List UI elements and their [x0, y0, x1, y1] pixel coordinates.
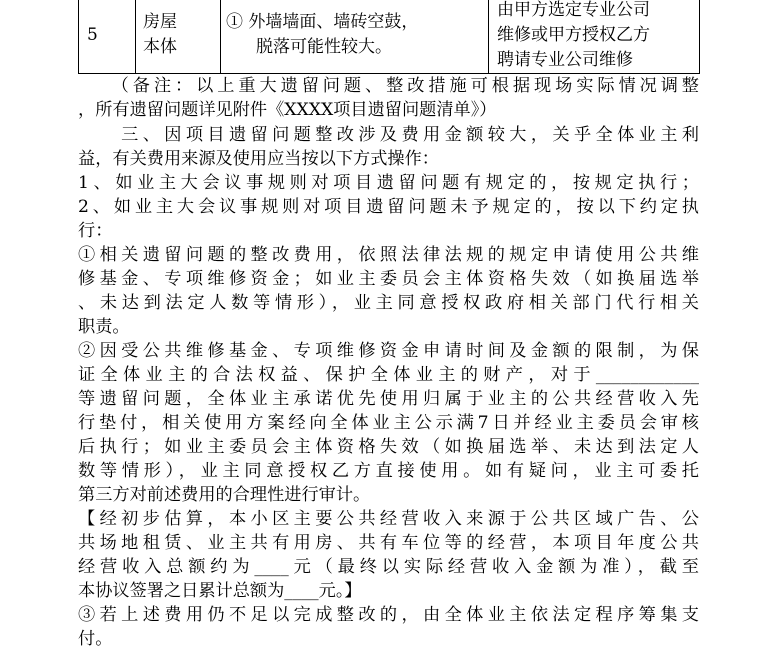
row-description-line: ① 外墙墙面、墙砖空鼓， [226, 12, 419, 32]
row-description-line: 脱落可能性较大。 [256, 37, 392, 57]
row-plan-line: 维修或甲方授权乙方 [497, 24, 650, 45]
row-number: 5 [87, 24, 98, 45]
row-item-line: 房屋 [143, 12, 177, 32]
row-plan-cell [489, 0, 700, 74]
legacy-issues-table [78, 0, 700, 74]
text-line: 付。 [78, 629, 113, 649]
text-line: 经营收入总额约为____元（最终以实际经营收入金额为准），截至 [78, 557, 699, 577]
text-line: 1、如业主大会议事规则对项目遗留问题有规定的，按规定执行； [78, 173, 699, 193]
text-line: 益，有关费用来源及使用应当按以下方式操作： [78, 149, 439, 169]
row-item-cell [136, 0, 221, 74]
text-line: 行： [78, 221, 113, 241]
row-description-cell [221, 0, 489, 74]
row-number-cell [79, 0, 136, 74]
text-line: 证全体业主的合法权益、保护全体业主的财产，对于____________ [78, 365, 699, 385]
text-line: 2、如业主大会议事规则对项目遗留问题未予规定的，按以下约定执 [78, 197, 699, 217]
text-line: 第三方对前述费用的合理性进行审计。 [78, 485, 371, 505]
text-line: 后执行；如业主委员会主体资格失效（如换届选举、未达到法定人 [78, 437, 699, 457]
text-line: ②因受公共维修基金、专项维修资金申请时间及金额的限制，为保 [78, 341, 699, 361]
text-line: ，所有遗留问题详见附件《XXXX项目遗留问题清单》） [78, 100, 497, 120]
text-line: 职责。 [78, 317, 130, 337]
row-plan-line: 由甲方选定专业公司 [497, 0, 650, 20]
text-line: ①相关遗留问题的整改费用，依照法律法规的规定申请使用公共维 [78, 245, 699, 265]
text-line: 三、因项目遗留问题整改涉及费用金额较大，关乎全体业主利 [78, 125, 699, 145]
text-line: 数等情形），业主同意授权乙方直接使用。如有疑问，业主可委托 [78, 461, 699, 481]
text-line: 共场地租赁、业主共有用房、共有车位等的经营，本项目年度公共 [78, 533, 699, 553]
text-line: 行垫付，相关使用方案经向全体业主公示满7日并经业主委员会审核 [78, 413, 699, 433]
text-line: ③若上述费用仍不足以完成整改的，由全体业主依法定程序筹集支 [78, 605, 699, 625]
row-item-line: 本体 [143, 37, 177, 57]
text-line: 本协议签署之日累计总额为____元。】 [78, 581, 362, 601]
text-line: 、未达到法定人数等情形），业主同意授权政府相关部门代行相关 [78, 293, 699, 313]
table-row [79, 0, 700, 74]
text-line: 等遗留问题，全体业主承诺优先使用归属于业主的公共经营收入先 [78, 389, 699, 409]
text-line: 【经初步估算，本小区主要公共经营收入来源于公共区域广告、公 [78, 509, 699, 529]
row-plan-line: 聘请专业公司维修 [497, 49, 633, 70]
text-line: 修基金、专项维修资金；如业主委员会主体资格失效（如换届选举 [78, 269, 699, 289]
text-line: （备注：以上重大遗留问题、整改措施可根据现场实际情况调整 [78, 76, 699, 96]
